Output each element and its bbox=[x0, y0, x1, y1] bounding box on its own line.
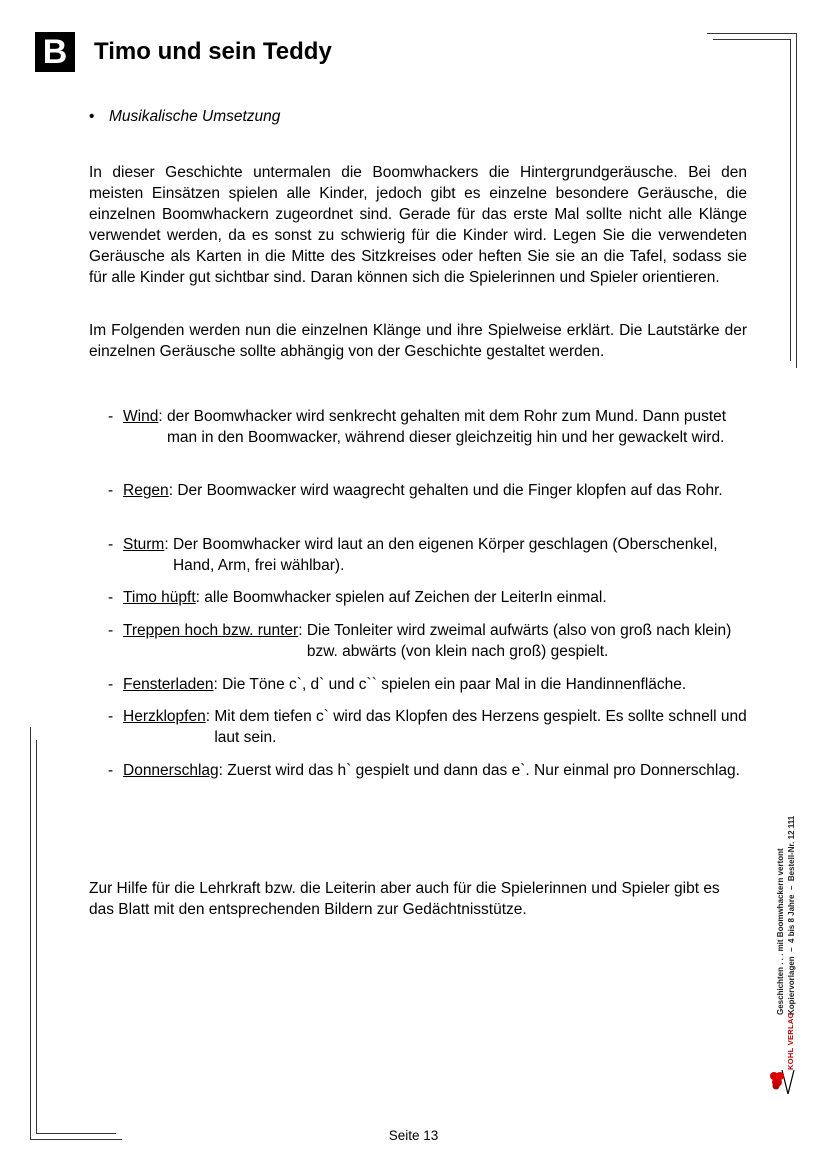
list-dash: - bbox=[108, 762, 114, 779]
list-item-herzklopfen: - Herzklopfen : Mit dem tiefen c` wird das Klopfen des Herzens gespielt. Es sollte schnell und laut sein. bbox=[108, 708, 747, 746]
list-dash: - bbox=[108, 536, 114, 553]
list-item-wind: - Wind : der Boomwhacker wird senkrecht gehalten mit dem Rohr zum Mund. Dann pustet man in den Boomwacker, während dieser gleichzeitig hin und her gewackelt wird. bbox=[108, 406, 748, 448]
list-dash: - bbox=[108, 676, 114, 693]
sound-description: alle Boomwhacker spielen auf Zeichen der LeiterIn einmal. bbox=[204, 589, 607, 606]
bullet-symbol: • bbox=[89, 108, 95, 125]
list-dash: - bbox=[108, 622, 114, 639]
sound-description: Die Töne c`, d` und c`` spielen ein paar Mal in die Handinnenfläche. bbox=[222, 676, 687, 693]
sound-term: Timo hüpft bbox=[123, 589, 196, 606]
list-item-regen: - Regen : Der Boomwacker wird waagrecht gehalten und die Finger klopfen auf das Rohr. bbox=[108, 480, 748, 501]
sound-description: der Boomwhacker wird senkrecht gehalten mit dem Rohr zum Mund. Dann pustet man in den Boomwacker, während dieser gleichzeitig hin und her gewackelt wird. bbox=[166, 408, 727, 446]
frame-bottom-left-vertical-2 bbox=[36, 740, 37, 1133]
list-dash: - bbox=[108, 482, 114, 499]
sound-description: Die Tonleiter wird zweimal aufwärts (also von groß nach klein) bzw. abwärts (von klein nach groß) gespielt. bbox=[306, 622, 732, 660]
explanation-paragraph: Im Folgenden werden nun die einzelnen Klänge und ihre Spielweise erklärt. Die Lautstärke der einzelnen Geräusche sollte abhängig von der Geschichte gestaltet werden. bbox=[89, 322, 747, 360]
publisher-name: KOHL VERLAG bbox=[786, 1012, 795, 1070]
frame-top-right-horizontal-2 bbox=[713, 39, 791, 40]
list-item-sturm: - Sturm : Der Boomwhacker wird laut an den eigenen Körper geschlagen (Oberschenkel, Hand, Arm, frei wählbar). bbox=[108, 534, 748, 576]
list-dash: - bbox=[108, 408, 114, 425]
sound-term: Treppen hoch bzw. runter bbox=[123, 622, 299, 639]
frame-top-right-horizontal-1 bbox=[707, 33, 797, 34]
list-item-fensterladen: - Fensterladen : Die Töne c`, d` und c`` spielen ein paar Mal in die Handinnenfläche. bbox=[108, 674, 748, 695]
imprint-line-1: Geschichten . . . mit Boomwhackern vertont bbox=[776, 848, 785, 1015]
frame-bottom-left-vertical-1 bbox=[30, 727, 31, 1139]
sound-description: Der Boomwacker wird waagrecht gehalten und die Finger klopfen auf das Rohr. bbox=[177, 482, 723, 499]
sound-description: Der Boomwhacker wird laut an den eigenen Körper geschlagen (Oberschenkel, Hand, Arm, frei wählbar). bbox=[172, 536, 718, 574]
list-item-treppen: - Treppen hoch bzw. runter : Die Tonleiter wird zweimal aufwärts (also von groß nach klein) bzw. abwärts (von klein nach groß) gespielt. bbox=[108, 620, 748, 662]
frame-top-right-vertical-2 bbox=[790, 39, 791, 361]
sound-term: Donnerschlag bbox=[123, 762, 219, 779]
sound-term: Wind bbox=[123, 408, 159, 425]
section-badge: B bbox=[35, 32, 75, 72]
closing-paragraph: Zur Hilfe für die Lehrkraft bzw. die Leiterin aber auch für die Spielerinnen und Spieler gibt es das Blatt mit den entsprechenden Bildern zur Gedächtnisstütze. bbox=[89, 880, 720, 918]
sound-term: Regen bbox=[123, 482, 169, 499]
sound-description: Mit dem tiefen c` wird das Klopfen des Herzens gespielt. Es sollte schnell und laut sein. bbox=[214, 708, 747, 746]
sound-term: Fensterladen bbox=[123, 676, 214, 693]
publisher-imprint bbox=[775, 816, 797, 1015]
section-subheading bbox=[89, 106, 280, 127]
list-dash: - bbox=[108, 708, 114, 725]
list-item-donnerschlag: - Donnerschlag : Zuerst wird das h` gespielt und dann das e`. Nur einmal pro Donnerschlag. bbox=[108, 760, 748, 781]
sound-description: Zuerst wird das h` gespielt und dann das e`. Nur einmal pro Donnerschlag. bbox=[227, 762, 740, 779]
sound-term: Herzklopfen bbox=[123, 708, 206, 725]
subheading-text: Musikalische Umsetzung bbox=[109, 108, 281, 125]
list-item-timo-huepft: - Timo hüpft : alle Boomwhacker spielen auf Zeichen der LeiterIn einmal. bbox=[108, 587, 748, 608]
list-dash: - bbox=[108, 589, 114, 606]
page-title: Timo und sein Teddy bbox=[94, 38, 332, 65]
sound-term: Sturm bbox=[123, 536, 165, 553]
imprint-line-2: Kopiervorlagen – 4 bis 8 Jahre – Bestell-Nr. 12 111 bbox=[787, 815, 796, 1015]
page-number: Seite 13 bbox=[388, 1128, 439, 1143]
frame-top-right-vertical-1 bbox=[796, 33, 797, 368]
intro-paragraph: In dieser Geschichte untermalen die Boomwhackers die Hintergrundgeräusche. Bei den meisten Einsätzen spielen alle Kinder, jedoch gibt es einzelne besondere Geräusche, die einzelnen Boomwhackern zugeordnet sind. Gerade für das erste Mal sollte nicht alle Klänge verwendet werden, da es sonst zu schwierig für die Kinder wird. Legen Sie die verwendeten Geräusche als Karten in die Mitte des Sitzkreises oder heften Sie sie an die Tafel, sodass sie für alle Kinder gut sichtbar sind. Daran können sich die Spielerinnen und Spieler orientieren. bbox=[89, 164, 747, 286]
